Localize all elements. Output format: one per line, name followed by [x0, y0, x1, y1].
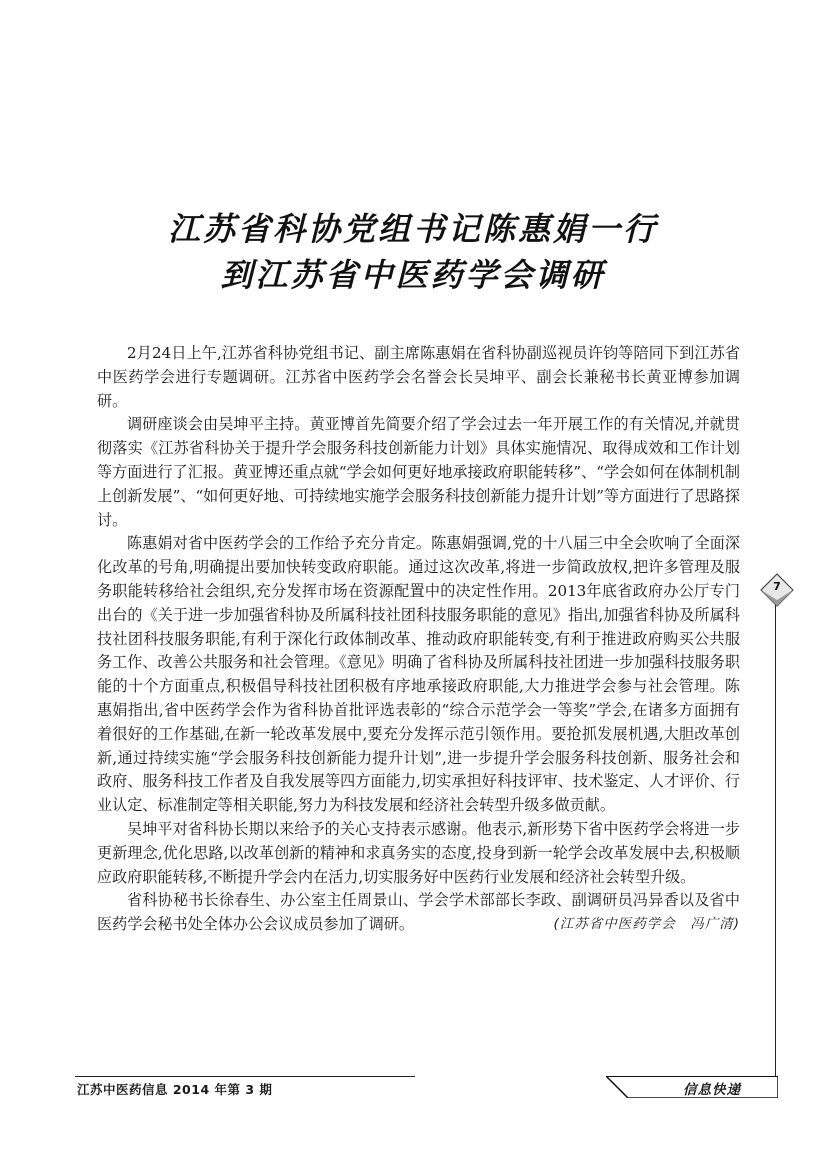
- journal-footer: 江苏中医药信息 2014 年第 3 期: [77, 1082, 273, 1097]
- paragraph-1: 2月24日上午,江苏省科协党组书记、副主席陈惠娟在省科协副巡视员许钧等陪同下到江苏省中医药学会进行专题调研。江苏省中医药学会名誉会长吴坤平、副会长兼秘书长黄亚博参加调研。: [97, 344, 740, 410]
- page-number: 7: [773, 580, 781, 593]
- author-byline: (江苏省中医药学会 冯广清): [553, 916, 740, 933]
- article-title-line-2: 到江苏省中医药学会调研: [220, 256, 606, 294]
- paragraph-3: 陈惠娟对省中医药学会的工作给予充分肯定。陈惠娟强调,党的十八届三中全会吹响了全面深化改革的号角,明确提出要加快转变政府职能。通过这次改革,将进一步简政放权,把许多管理及服务职能转移给社会组织,充分发挥市场在资源配置中的决定性作用。2013年底省政府办公厅专门出台的《关于进一步加强省科协及所属科技社团科技服务职能的意见》指出,加强省科协及所属科技社团科技服务职能,有利于深化行政体制改革、推动政府职能转变,有利于推进政府购买公共服务工作、改善公共服务和社会管理。《意见》明确了省科协及所属科技社团进一步加强科技服务职能的十个方面重点,积极倡导科技社团积极有序地承接政府职能,大力推进学会参与社会管理。陈惠娟指出,省中医药学会作为省科协首批评选表彰的“综合示范学会一等奖”学会,在诸多方面拥有着很好的工作基础,在新一轮改革发展中,要充分发挥示范引领作用。要抢抓发展机遇,大胆改革创新,通过持续实施“学会服务科技创新能力提升计划”,进一步提升学会服务科技创新、服务社会和政府、服务科技工作者及自我发展等四方面能力,切实承担好科技评审、技术鉴定、人才评价、行业认定、标准制定等相关职能,努力为科技发展和经济社会转型升级多做贡献。: [97, 534, 740, 815]
- paragraph-4: 吴坤平对省科协长期以来给予的关心支持表示感谢。他表示,新形势下省中医药学会将进一步更新理念,优化思路,以改革创新的精神和求真务实的态度,投身到新一轮学会改革发展中去,积极顺应政府职能转移,不断提升学会内在活力,切实服务好中医药行业发展和经济社会转型升级。: [97, 819, 740, 886]
- right-margin-rule: [775, 600, 776, 1088]
- paragraph-5-text: 省科协秘书长徐春生、办公室主任周景山、学会学术部部长李政、副调研员冯异香以及省中医药学会秘书处全体办公会议成员参加了调研。: [97, 891, 740, 934]
- paragraph-2: 调研座谈会由吴坤平主持。黄亚博首先简要介绍了学会过去一年开展工作的有关情况,并就贯彻落实《江苏省科协关于提升学会服务科技创新能力计划》具体实施情况、取得成效和工作计划等方面进行了汇报。黄亚博还重点就“学会如何更好地承接政府职能转移”、“学会如何在体制机制上创新发展”、“如何更好地、可持续地实施学会服务科技创新能力提升计划”等方面进行了思路探讨。: [97, 415, 740, 529]
- article-title: [0, 206, 826, 298]
- footer-rule: [75, 1076, 415, 1077]
- page-number-badge: [760, 573, 794, 607]
- paragraph-5: [97, 889, 740, 937]
- article-title-line-1: 江苏省科协党组书记陈惠娟一行: [167, 210, 658, 248]
- article-body: [97, 342, 740, 937]
- section-label: 信息快递: [683, 1082, 741, 1098]
